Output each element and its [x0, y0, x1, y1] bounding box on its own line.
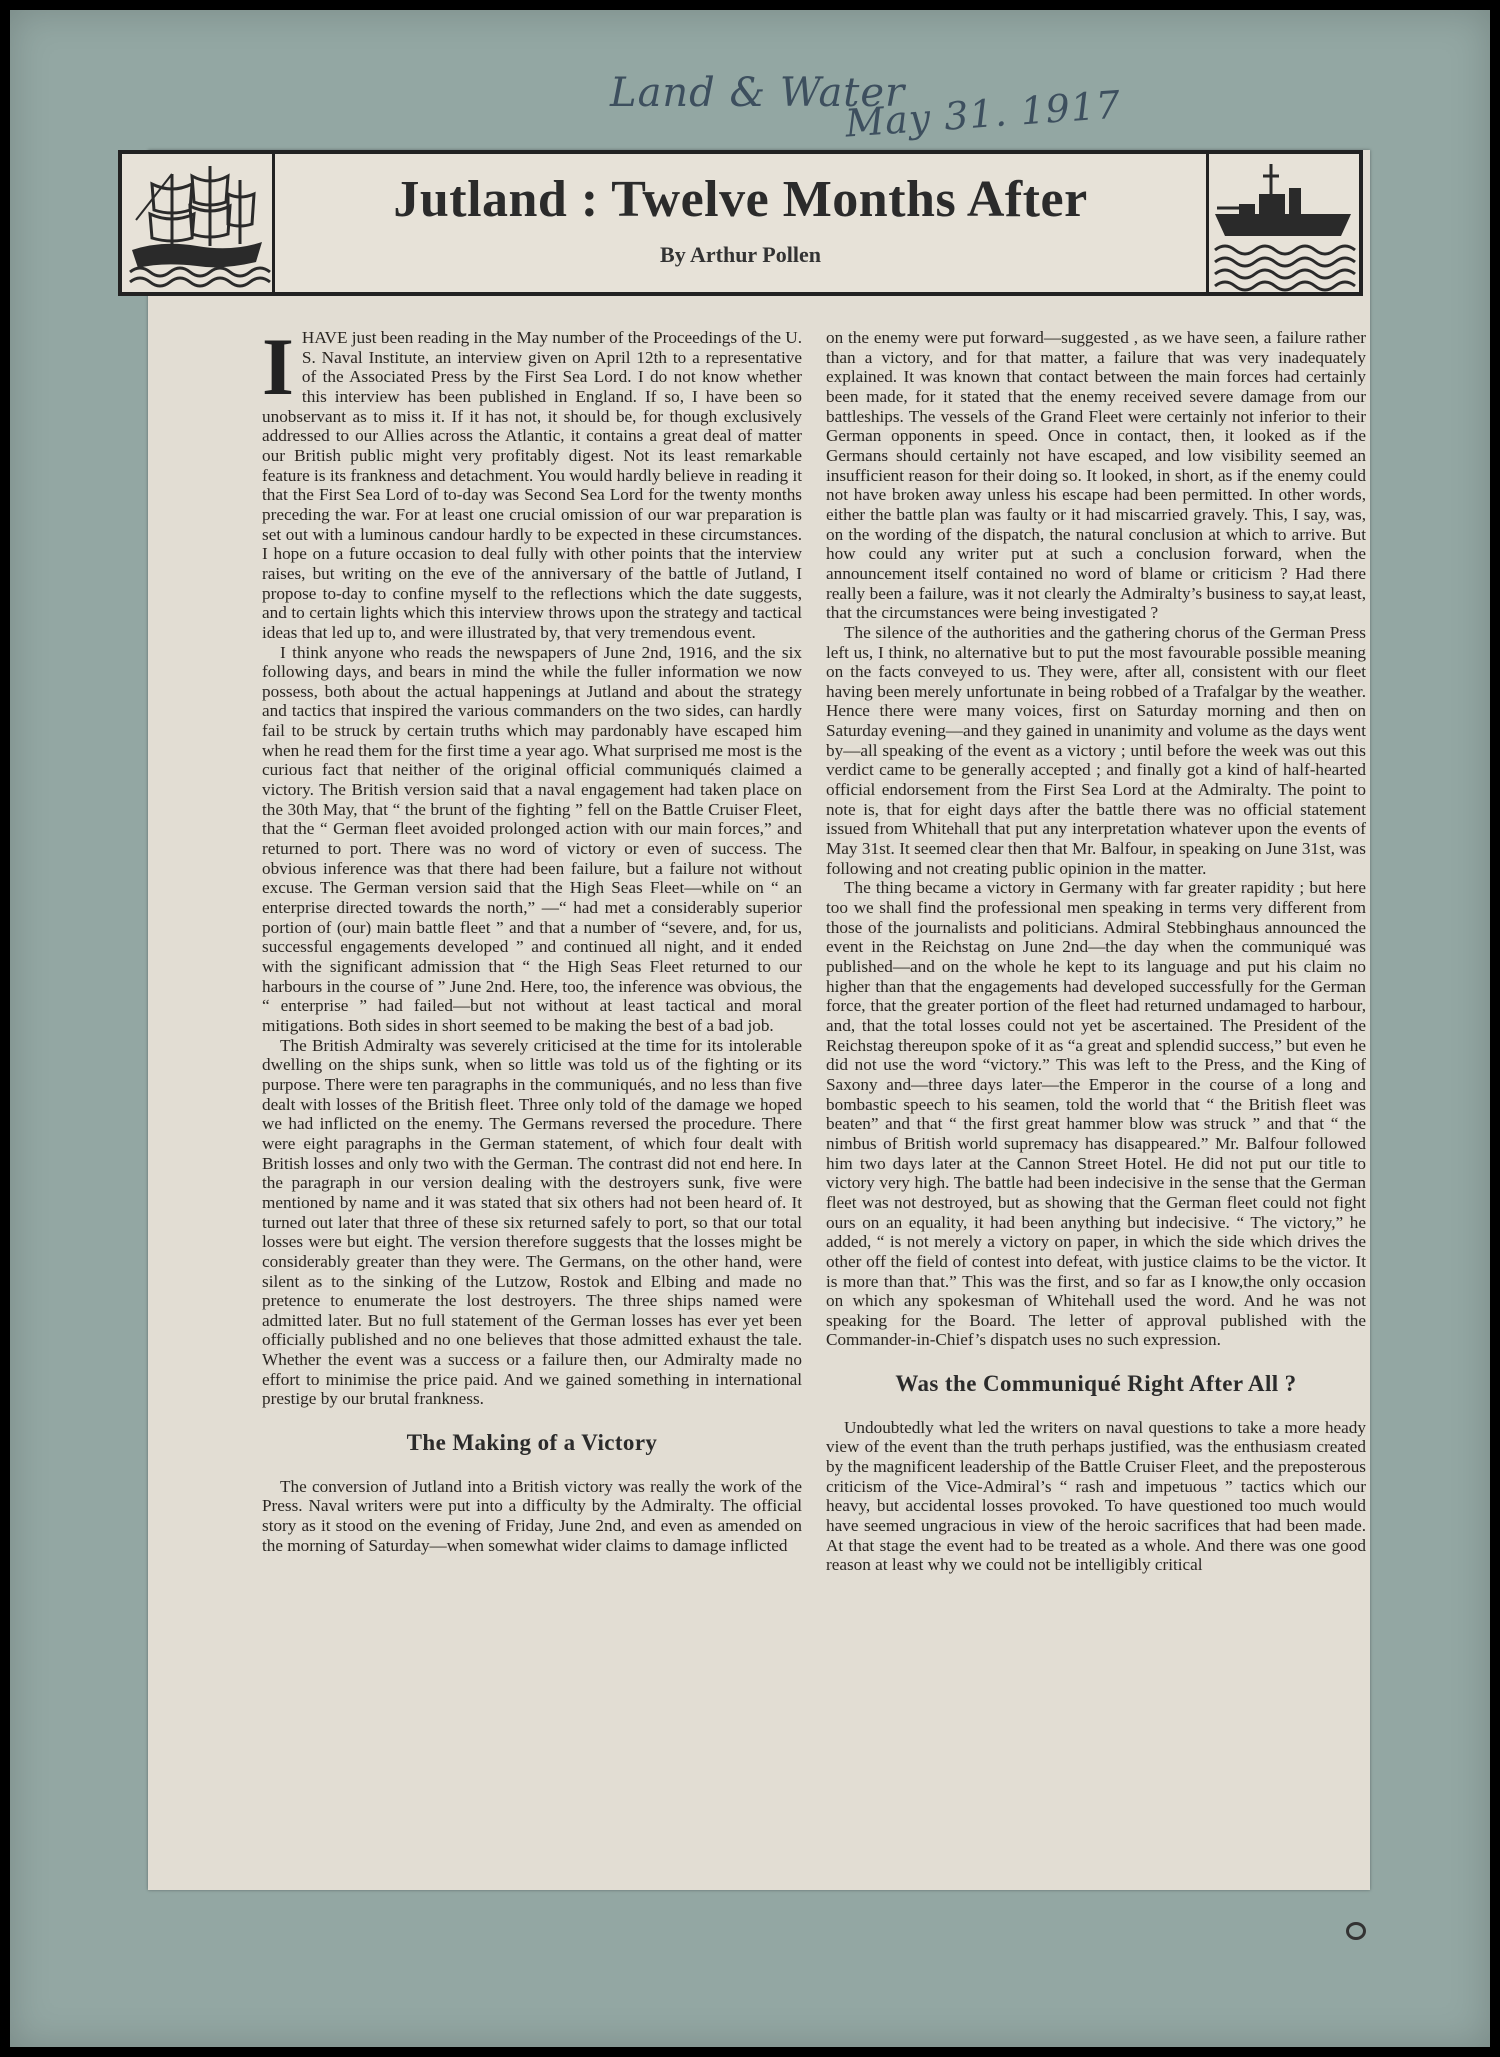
handwritten-publication: Land & Water: [610, 70, 906, 116]
paragraph-5: on the enemy were put forward—suggested , as we have seen, a failure rather than a victory, and for that matter, a failure that was very inadequately explained. It was known that contact between the main forces had certainly been made, for it stated that the enemy received severe damage from our battleships. The vessels of the Grand Fleet were certainly not inferior to their German opponents in speed. Once in contact, then, it looked as if the Germans should certainly not have escaped, and low visibility seemed an insufficient reason for their doing so. It looked, in short, as if the enemy could not have broken away unless his escape had been permitted. In other words, either the battle plan was faulty or it had miscarried gravely. This, I say, was, on the wording of the dispatch, the natural conclusion at which to arrive. But how could any writer put at such a conclusion forward, when the announcement itself contained no word of blame or criticism ? Had there really been a failure, was it not clearly the Admiralty’s business to say,at least, that the circumstances were being investigated ?: [826, 328, 1366, 623]
article-column-right: [826, 328, 1366, 1575]
sailing-ship-icon: [122, 154, 275, 292]
subhead-communique-right: Was the Communiqué Right After All ?: [895, 1371, 1297, 1397]
paragraph-4: The conversion of Jutland into a British victory was really the work of the Press. Naval writers were put into a difficulty by the Admiralty. The official story as it stood on the evening of Friday, June 2nd, and even as amended on the morning of Saturday—when somewhat wider claims to damage inflicted: [262, 1476, 802, 1555]
continuation-mark: [1346, 1922, 1366, 1940]
handwritten-date: May 31. 1917: [843, 82, 1123, 146]
paragraph-1-text: HAVE just been reading in the May number of the Proceedings of the U. S. Naval Institute, an interview given on April 12th to a representative of the Associated Press by the First Sea Lord. I do not know whether this interview has been published in England. If so, I have been so unobservant as to miss it. If it has not, it should be, for though exclusively addressed to our Allies across the Atlantic, it contains a great deal of matter our British public might very profitably digest. Not its least remarkable feature is its frankness and detachment. You would hardly believe in reading it that the First Sea Lord of to-day was Second Sea Lord for the twenty months preceding the war. For at least one crucial omission of our war preparation is set out with a luminous candour hardly to be expected in these circumstances. I hope on a future occasion to deal fully with other points that the interview raises, but writing on the eve of the anniversary of the battle of Jutland, I propose to-day to confine myself to the reflections which the date suggests, and to certain lights which this interview throws upon the strategy and tactical ideas that led up to, and were illustrated by, that very tremendous event.: [262, 328, 802, 642]
paragraph-7: The thing became a victory in Germany with far greater rapidity ; but here too we shall find the professional men speaking in terms very different from those of the journalists and politicians. Admiral Stebbinghaus announced the event in the Reichstag on June 2nd—the day when the communiqué was published—and on the whole he kept to its language and put his claim no higher than that the engagements had developed successfully for the German force, that the greater portion of the fleet had returned undamaged to harbour, and, that the total losses could not yet be ascertained. The President of the Reichstag thereupon spoke of it as “a great and splendid success,” but even he did not use the word “victory.” This was left to the Press, and the King of Saxony and—three days later—the Emperor in the course of a long and bombastic speech to his seamen, told the world that “ the British fleet was beaten” and that “ the first great hammer blow was struck ” and that “ the nimbus of British world supremacy has disappeared.” Mr. Balfour followed him two days later at the Cannon Street Hotel. He did not put our title to victory very high. The battle had been indecisive in the sense that the German fleet was not destroyed, but as showing that the German fleet could not fight ours on an equality, it had been anything but indecisive. “ The victory,” he added, “ is not merely a victory on paper, in which the side which drives the other off the field of contest into defeat, with justice claims to be the victor. It is more than that.” This was the first, and so far as I know,the only occasion on which any spokesman of Whitehall used the word. And he was not speaking for the Board. The letter of approval published with the Commander-in-Chief’s dispatch uses no such expression.: [826, 878, 1366, 1350]
paragraph-6: The silence of the authorities and the gathering chorus of the German Press left us, I think, no alternative but to put the most favourable possible meaning on the facts conveyed to us. They were, after all, consistent with our fleet having been merely unfortunate in being robbed of a Trafalgar by the weather. Hence there were many voices, first on Saturday morning and then on Saturday evening—and they gained in unanimity and volume as the days went by—all speaking of the event as a victory ; until before the week was out this verdict came to be generally accepted ; and finally got a kind of half-hearted official endorsement from the First Sea Lord at the Admiralty. The point to note is, that for eight days after the battle there was no official statement issued from Whitehall that put any interpretation whatever upon the events of May 31st. It seemed clear then that Mr. Balfour, in speaking on June 31st, was following and not creating public opinion in the matter.: [826, 622, 1366, 878]
battleship-icon: [1206, 154, 1359, 292]
handwritten-annotation: [610, 70, 1123, 150]
paragraph-1: [262, 321, 802, 643]
article-title: Jutland : Twelve Months After: [393, 171, 1088, 228]
drop-cap: I: [262, 321, 294, 412]
article-byline: By Arthur Pollen: [660, 242, 821, 267]
article-column-left: [262, 321, 802, 1555]
subhead-making-of-victory: The Making of a Victory: [406, 1430, 658, 1456]
paragraph-3: The British Admiralty was severely criticised at the time for its intolerable dwelling on the ships sunk, when so little was told us of the fighting or its purpose. There were ten paragraphs in the communiqués, and no less than five dealt with losses of the British fleet. Three only told of the damage we hoped we had inflicted on the enemy. The Germans reversed the procedure. There were eight paragraphs in the German statement, of which four dealt with British losses and only two with the German. The contrast did not end here. In the paragraph in our version dealing with the destroyers sunk, five were mentioned by name and it was stated that six others had not been heard of. It turned out later that three of these six returned safely to port, so that our total losses were but eight. The version therefore suggests that the losses might be considerably greater than they were. The Germans, on the other hand, were silent as to the sinking of the Lutzow, Rostok and Elbing and made no pretence to enumerate the lost destroyers. The three ships named were admitted later. But no full statement of the German losses has ever yet been officially published and no one believes that those admitted exhaust the tale. Whether the event was a success or a failure then, our Admiralty made no effort to minimise the price paid. And we gained something in international prestige by our brutal frankness.: [262, 1035, 802, 1409]
paragraph-8: Undoubtedly what led the writers on naval questions to take a more heady view of the event than the truth perhaps justified, was the enthusiasm created by the magnificent leadership of the Battle Cruiser Fleet, and the preposterous criticism of the Vice-Admiral’s “ rash and impetuous ” tactics which our heavy, but accidental losses provoked. To have questioned too much would have seemed ungracious in view of the heroic sacrifices that had been made. At that stage the event had to be treated as a whole. And there was one good reason at least why we could not be intelligibly critical: [826, 1417, 1366, 1575]
article-header-banner: [118, 150, 1363, 296]
paragraph-2: I think anyone who reads the newspapers of June 2nd, 1916, and the six following days, and bears in mind the while the fuller information we now possess, both about the actual happenings at Jutland and about the strategy and tactics that inspired the various commanders on the two sides, can hardly fail to be struck by certain truths which may pardonably have escaped him when he read them for the first time a year ago. What surprised me most is the curious fact that neither of the original official communiqués claimed a victory. The British version said that a naval engagement had taken place on the 30th May, that “ the brunt of the fighting ” fell on the Battle Cruiser Fleet, that the “ German fleet avoided prolonged action with our main forces,” and returned to port. There was no word of victory or even of success. The obvious inference was that there had been failure, but a failure not without excuse. The German version said that the High Seas Fleet—while on “ an enterprise directed towards the north,” —“ had met a considerably superior portion of (our) main battle fleet ” and that a number of “severe, and, for us, successful engagements developed ” and continued all night, and it ended with the significant admission that “ the High Seas Fleet returned to our harbours in the course of ” June 2nd. Here, too, the inference was obvious, the “ enterprise ” had failed—but not without at least tactical and moral mitigations. Both sides in short seemed to be making the best of a bad job.: [262, 642, 802, 1035]
